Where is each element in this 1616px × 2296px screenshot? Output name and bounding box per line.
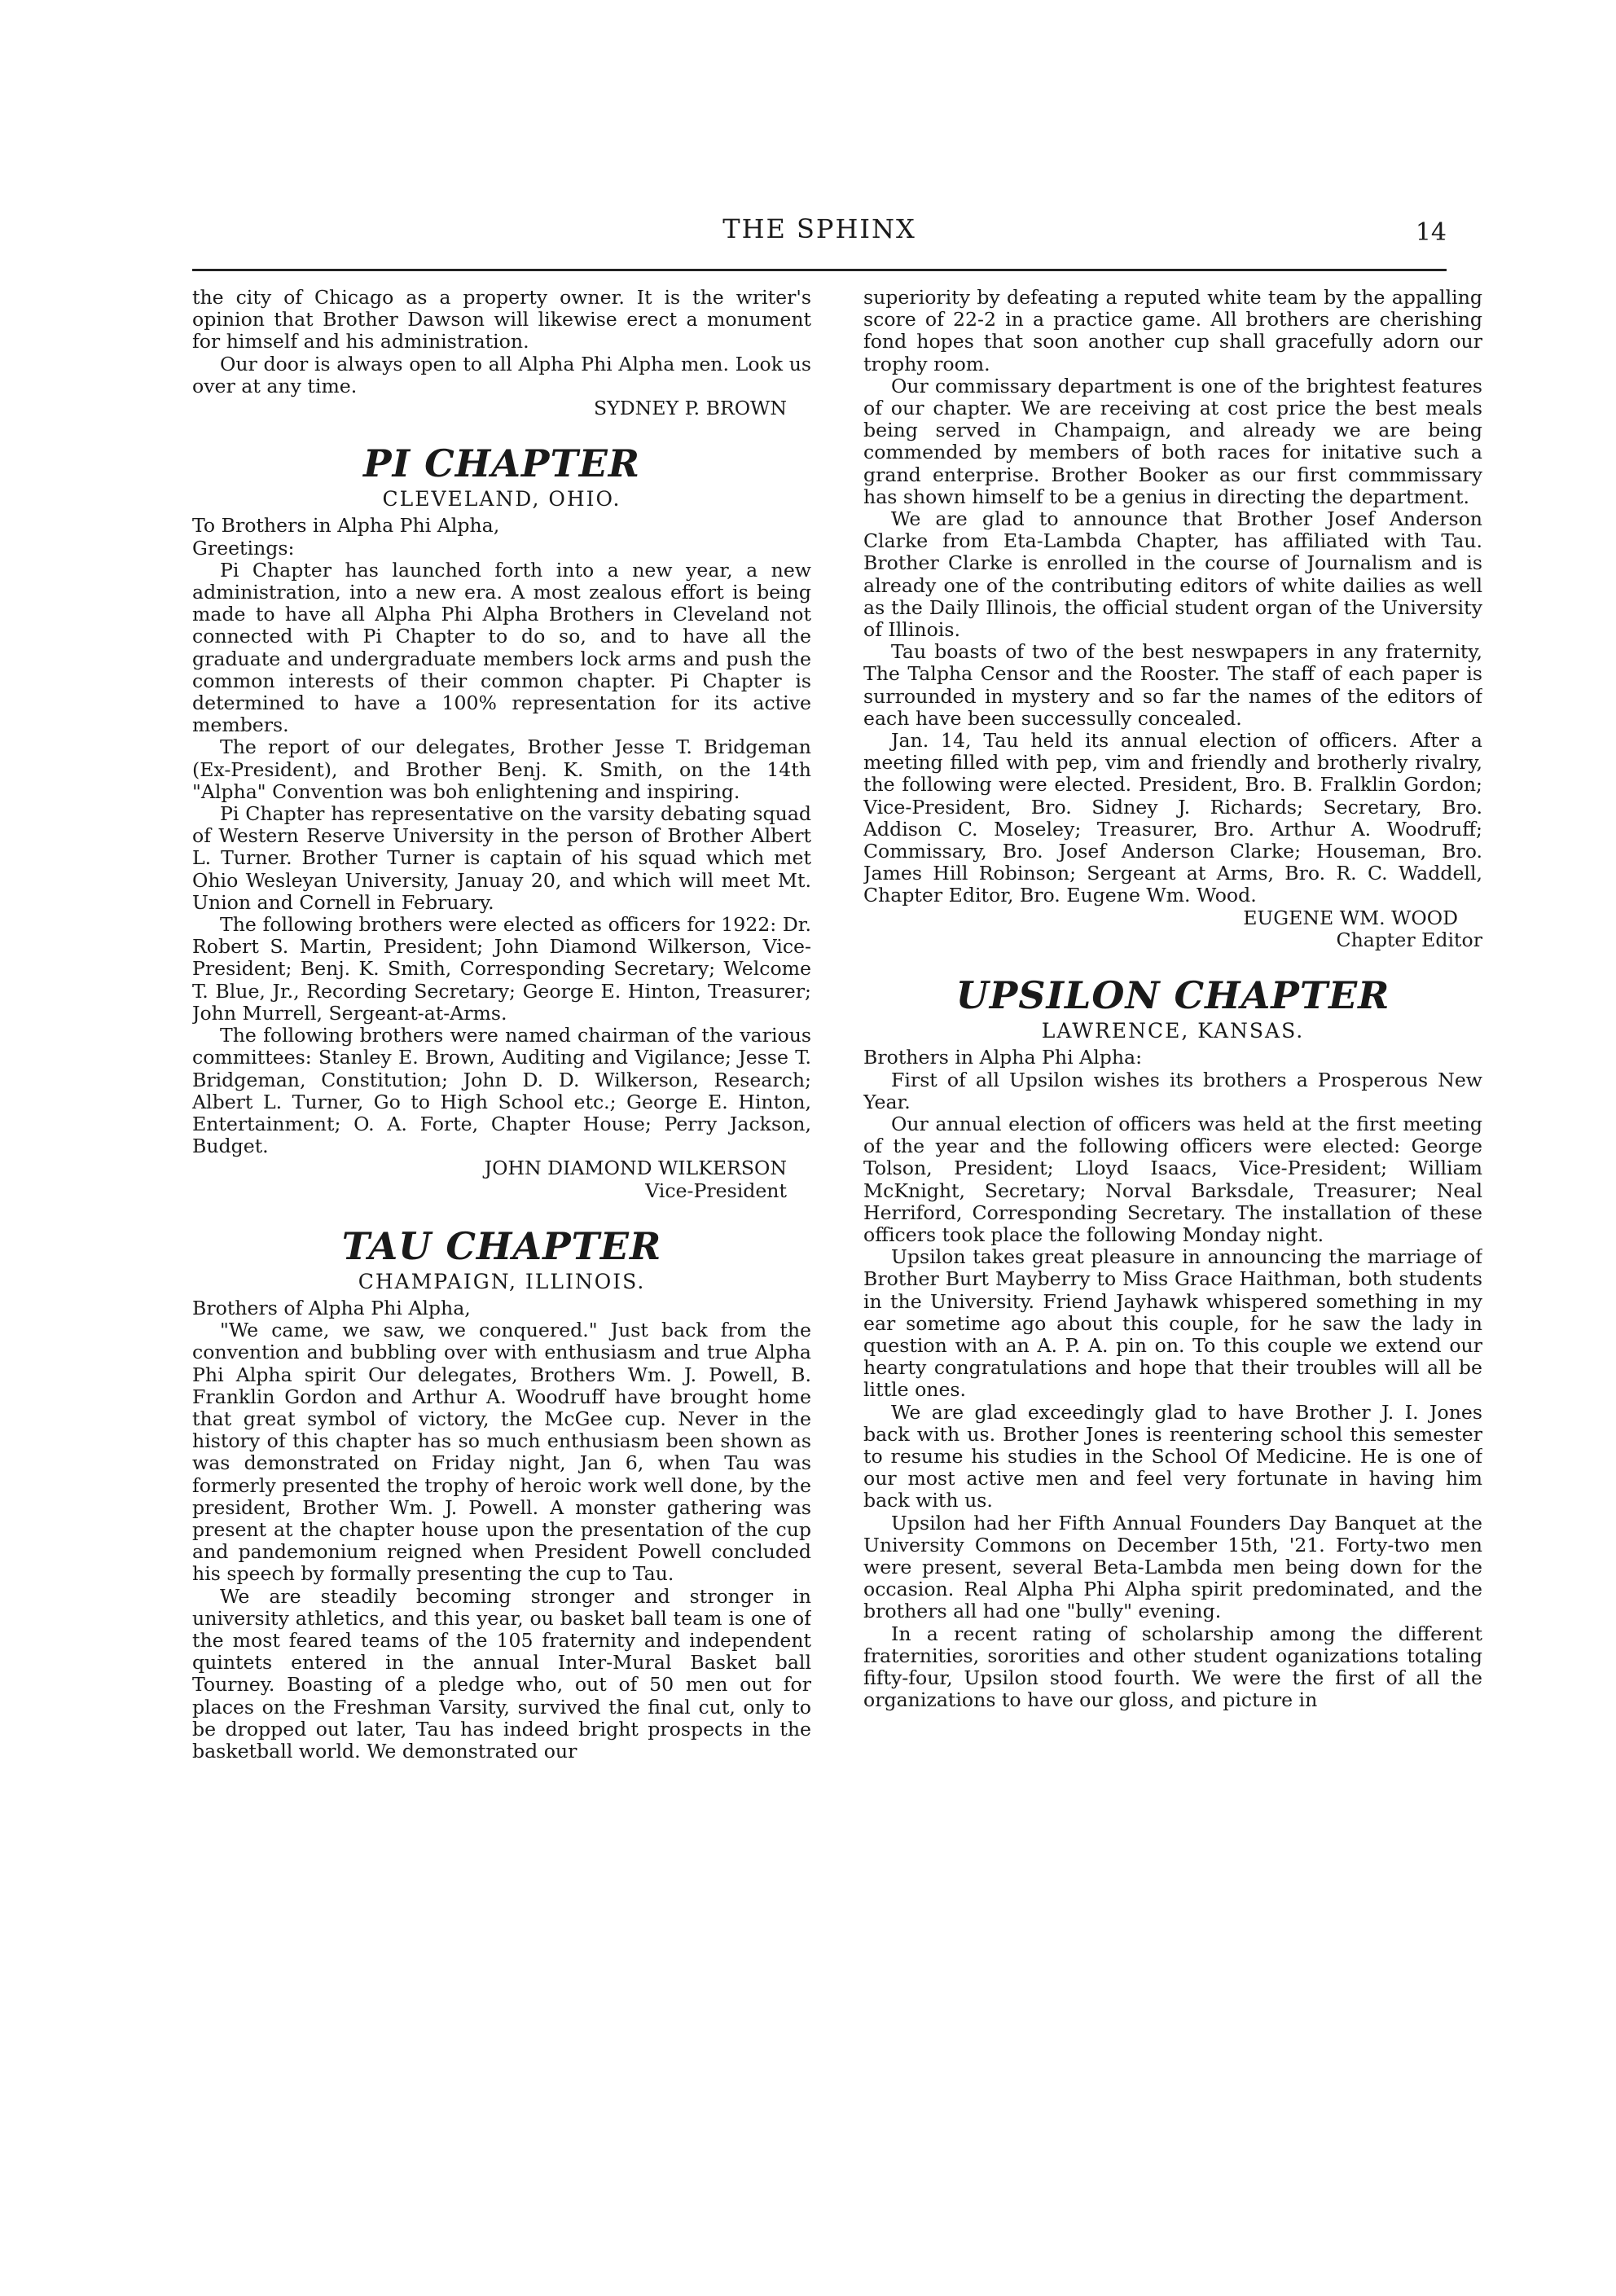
chapter-location: CHAMPAIGN, ILLINOIS. bbox=[358, 1269, 646, 1293]
signature-title: Vice-President bbox=[645, 1179, 787, 1202]
signature-name: EUGENE WM. WOOD bbox=[1243, 906, 1458, 929]
paragraph: The following brothers were named chairman of the various committees: Stanley E. Brown, Auditing and Vigilance; Jesse T. Bridgeman, Constitution; John D. D. Wilkerson, Research; Albert L. Turner, Go to High School etc.; George E. Hinton, Entertainment; O. A. Forte, Chapter House; Perry Jackson, Budget. bbox=[192, 1024, 811, 1158]
paragraph: The report of our delegates, Brother Jesse T. Bridgeman (Ex-President), and Brother Benj. K. Smith, on the 14th "Alpha" Convention was boh enlightening and inspiring. bbox=[192, 735, 811, 803]
signature-title: Chapter Editor bbox=[1336, 928, 1482, 951]
chapter-location: LAWRENCE, KANSAS. bbox=[1041, 1019, 1305, 1043]
paragraph: Pi Chapter has representative on the varsity debating squad of Western Reserve University in the person of Brother Albert L. Turner. Brother Turner is captain of his squad which met Ohio Wesleyan University, Januay 20, and which will meet Mt. Union and Cornell in February. bbox=[192, 802, 811, 914]
salutation: Brothers in Alpha Phi Alpha: bbox=[863, 1046, 1143, 1069]
header-rule bbox=[192, 269, 1447, 271]
paragraph: superiority by defeating a reputed white team by the appalling score of 22-2 in a practice game. All brothers are cherishing fond hopes that soon another cup shall gracefully adorn our trophy room. bbox=[863, 287, 1482, 375]
left-column bbox=[192, 287, 811, 2184]
paragraph: In a recent rating of scholarship among the different fraternities, sororities and other student oganizations totaling fifty-four, Upsilon stood fourth. We were the first of all the organizations to have our gloss, and picture in bbox=[863, 1622, 1482, 1712]
paragraph: We are glad to announce that Brother Josef Anderson Clarke from Eta-Lambda Chapter, has affiliated with Tau. Brother Clarke is enrolled in the course of Journalism and is already one of the contributing editors of white dailies as well as the Daily Illinois, the official student organ of the University of Illinois. bbox=[863, 507, 1482, 642]
chapter-location: CLEVELAND, OHIO. bbox=[382, 487, 621, 511]
journal-title: THE SPHINX bbox=[722, 213, 916, 244]
paragraph: Our commissary department is one of the brightest features of our chapter. We are receiving at cost price the best meals being served in Champaign, and already we are being commended by members of both races for initative such a grand enterprise. Brother Booker as our first commmissary has shown himself to be a genius in directing the department. bbox=[863, 374, 1482, 508]
paragraph: Pi Chapter has launched forth into a new year, a new administration, into a new era. A most zealous effort is being made to have all Alpha Phi Alpha Brothers in Cleveland not connected with Pi Chapter to do so, and to have all the graduate and undergraduate members lock arms and push the common interests of their common chapter. Pi Chapter is determined to have a 100% representation for its active members. bbox=[192, 558, 811, 737]
signature-name: JOHN DIAMOND WILKERSON bbox=[484, 1157, 787, 1180]
salutation: To Brothers in Alpha Phi Alpha, bbox=[192, 514, 500, 538]
salutation: Brothers of Alpha Phi Alpha, bbox=[192, 1296, 471, 1319]
greeting: Greetings: bbox=[192, 536, 295, 560]
paragraph: Upsilon takes great pleasure in announcing the marriage of Brother Burt Mayberry to Miss Grace Haithman, both students in the University. Friend Jayhawk whispered something in my ear sometime ago about this couple, for he saw the lady in question with an A. P. A. pin on. To this couple we extend our hearty congratulations and hope that their troubles will all be little ones. bbox=[863, 1245, 1482, 1402]
paragraph: First of all Upsilon wishes its brothers a Prosperous New Year. bbox=[863, 1068, 1482, 1113]
page-number: 14 bbox=[1415, 218, 1447, 247]
paragraph: Jan. 14, Tau held its annual election of officers. After a meeting filled with pep, vim and friendly and brotherly rivalry, the following were elected. President, Bro. B. Fralklin Gordon; Vice-President, Bro. Sidney J. Richards; Secretary, Bro. Addison C. Moseley; Treasurer, Bro. Arthur A. Woodruff; Commissary, Bro. Josef Anderson Clarke; Houseman, Bro. James Hill Robinson; Sergeant at Arms, Bro. R. C. Waddell, Chapter Editor, Bro. Eugene Wm. Wood. bbox=[863, 729, 1482, 907]
signature: SYDNEY P. BROWN bbox=[593, 397, 787, 420]
paragraph: We are glad exceedingly glad to have Brother J. I. Jones back with us. Brother Jones is reentering school this semester to resume his studies in the School Of Medicine. He is one of our most active men and feel very fortunate in having him back with us. bbox=[863, 1400, 1482, 1512]
paragraph: Tau boasts of two of the best neswpapers in any fraternity, The Talpha Censor and the Rooster. The staff of each paper is surrounded in mystery and so far the names of the editors of each have been successully concealed. bbox=[863, 640, 1482, 730]
chapter-heading-upsilon: UPSILON CHAPTER bbox=[955, 973, 1390, 1018]
right-column bbox=[863, 287, 1482, 2184]
chapter-heading-tau: TAU CHAPTER bbox=[341, 1223, 662, 1268]
running-head bbox=[192, 213, 1447, 251]
paragraph: Our annual election of officers was held at the first meeting of the year and the following officers were elected: George Tolson, President; Lloyd Isaacs, Vice-President; William McKnight, Secretary; Norval Barksdale, Treasurer; Neal Herriford, Corresponding Secretary. The installation of these officers took place the following Monday night. bbox=[863, 1112, 1482, 1246]
paragraph: the city of Chicago as a property owner. It is the writer's opinion that Brother Dawson will likewise erect a monument for himself and his administration. bbox=[192, 287, 811, 353]
paragraph: The following brothers were elected as officers for 1922: Dr. Robert S. Martin, President; John Diamond Wilkerson, Vice-President; Benj. K. Smith, Corresponding Secretary; Welcome T. Blue, Jr., Recording Secretary; George E. Hinton, Treasurer; John Murrell, Sergeant-at-Arms. bbox=[192, 913, 811, 1025]
paragraph: Upsilon had her Fifth Annual Founders Day Banquet at the University Commons on December 15th, '21. Forty-two men were present, several Beta-Lambda men being down for the occasion. Real Alpha Phi Alpha spirit predominated, and the brothers all had one "bully" evening. bbox=[863, 1511, 1482, 1623]
paragraph: We are steadily becoming stronger and stronger in university athletics, and this year, ou basket ball team is one of the most feared teams of the 105 fraternity and independent quintets entered in the annual Inter-Mural Basket ball Tourney. Boasting of a pledge who, out of 50 men out for places on the Freshman Varsity, survived the final cut, only to be dropped out later, Tau has indeed bright prospects in the basketball world. We demonstrated our bbox=[192, 1584, 811, 1763]
chapter-heading-pi: PI CHAPTER bbox=[363, 441, 640, 486]
paragraph: "We came, we saw, we conquered." Just back from the convention and bubbling over with enthusiasm and true Alpha Phi Alpha spirit Our delegates, Brothers Wm. J. Powell, B. Franklin Gordon and Arthur A. Woodruff have brought home that great symbol of victory, the McGee cup. Never in the history of this chapter has so much enthusiasm been shown as was demonstrated on Friday night, Jan 6, when Tau was formerly presented the trophy of heroic work well done, by the president, Brother Wm. J. Powell. A monster gathering was present at the chapter house upon the presentation of the cup and pandemonium reigned when President Powell concluded his speech by formally presenting the cup to Tau. bbox=[192, 1319, 811, 1586]
paragraph: Our door is always open to all Alpha Phi Alpha men. Look us over at any time. bbox=[192, 352, 811, 397]
